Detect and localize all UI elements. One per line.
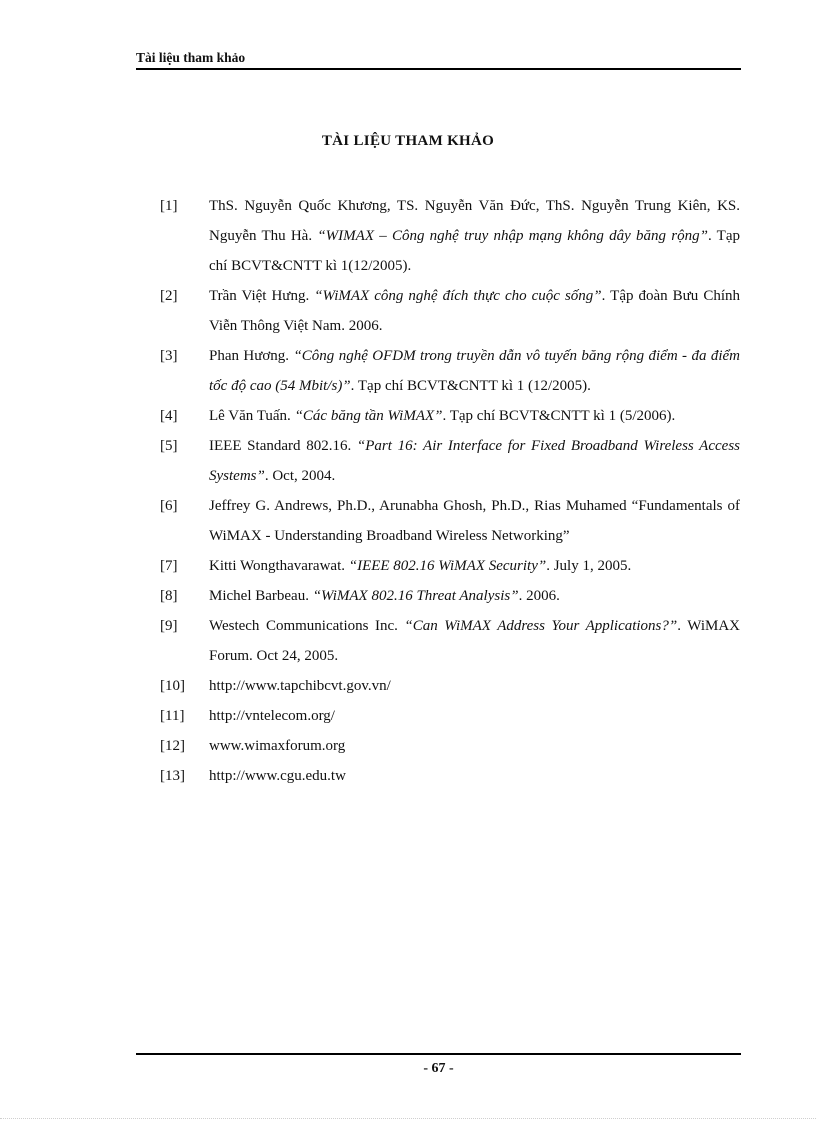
reference-text: Westech Communications Inc. “Can WiMAX Address Your Applications?”. WiMAX Forum. Oct 24, 2005.: [209, 618, 740, 664]
reference-link[interactable]: http://vntelecom.org/: [209, 708, 335, 724]
reference-text: Jeffrey G. Andrews, Ph.D., Arunabha Ghosh, Ph.D., Rias Muhamed “Fundamentals of WiMAX - Understanding Broadband Wireless Networking”: [209, 498, 740, 544]
reference-number: [10]: [160, 678, 185, 694]
reference-text: IEEE Standard 802.16. “Part 16: Air Interface for Fixed Broadband Wireless Access Systems”. Oct, 2004.: [209, 438, 740, 484]
reference-number: [9]: [160, 618, 178, 634]
reference-number: [6]: [160, 498, 178, 514]
reference-link[interactable]: http://www.tapchibcvt.gov.vn/: [209, 678, 391, 694]
reference-item: [160, 191, 740, 281]
reference-number: [1]: [160, 198, 178, 214]
reference-list: [160, 191, 740, 791]
reference-item: [160, 281, 740, 341]
page-bottom-edge: [0, 1118, 816, 1119]
reference-item: [160, 581, 740, 611]
reference-number: [4]: [160, 408, 178, 424]
reference-item: [160, 671, 740, 701]
reference-text: Trần Việt Hưng. “WiMAX công nghệ đích thực cho cuộc sống”. Tập đoàn Bưu Chính Viễn Thông Việt Nam. 2006.: [209, 288, 740, 334]
reference-item: [160, 611, 740, 671]
reference-text: Lê Văn Tuấn. “Các băng tần WiMAX”. Tạp chí BCVT&CNTT kì 1 (5/2006).: [209, 408, 676, 424]
reference-number: [2]: [160, 288, 178, 304]
reference-item: [160, 431, 740, 491]
page-title: TÀI LIỆU THAM KHẢO: [321, 133, 495, 149]
reference-text: Phan Hương. “Công nghệ OFDM trong truyền dẫn vô tuyến băng rộng điểm - đa điểm tốc độ cao (54 Mbit/s)”. Tạp chí BCVT&CNTT kì 1 (12/2005).: [209, 348, 740, 394]
reference-text: Kitti Wongthavarawat. “IEEE 802.16 WiMAX Security”. July 1, 2005.: [209, 558, 632, 574]
reference-text: Michel Barbeau. “WiMAX 802.16 Threat Analysis”. 2006.: [209, 588, 560, 604]
reference-text: ThS. Nguyễn Quốc Khương, TS. Nguyễn Văn Đức, ThS. Nguyễn Trung Kiên, KS. Nguyễn Thu Hà. “WIMAX – Công nghệ truy nhập mạng không dây băng rộng”. Tạp chí BCVT&CNTT kì 1(12/2005).: [209, 198, 741, 274]
reference-item: [160, 761, 740, 791]
running-header: Tài liệu tham khảo: [136, 50, 741, 70]
reference-number: [3]: [160, 348, 178, 364]
reference-link[interactable]: www.wimaxforum.org: [209, 738, 346, 754]
reference-item: [160, 731, 740, 761]
reference-number: [5]: [160, 438, 178, 454]
reference-item: [160, 701, 740, 731]
reference-link[interactable]: http://www.cgu.edu.tw: [209, 768, 346, 784]
reference-number: [8]: [160, 588, 178, 604]
reference-number: [11]: [160, 708, 185, 724]
reference-item: [160, 551, 740, 581]
reference-number: [7]: [160, 558, 178, 574]
reference-item: [160, 401, 740, 431]
reference-number: [12]: [160, 738, 185, 754]
reference-number: [13]: [160, 768, 185, 784]
reference-item: [160, 341, 740, 401]
reference-item: [160, 491, 740, 551]
page-number: - 67 -: [136, 1053, 741, 1077]
